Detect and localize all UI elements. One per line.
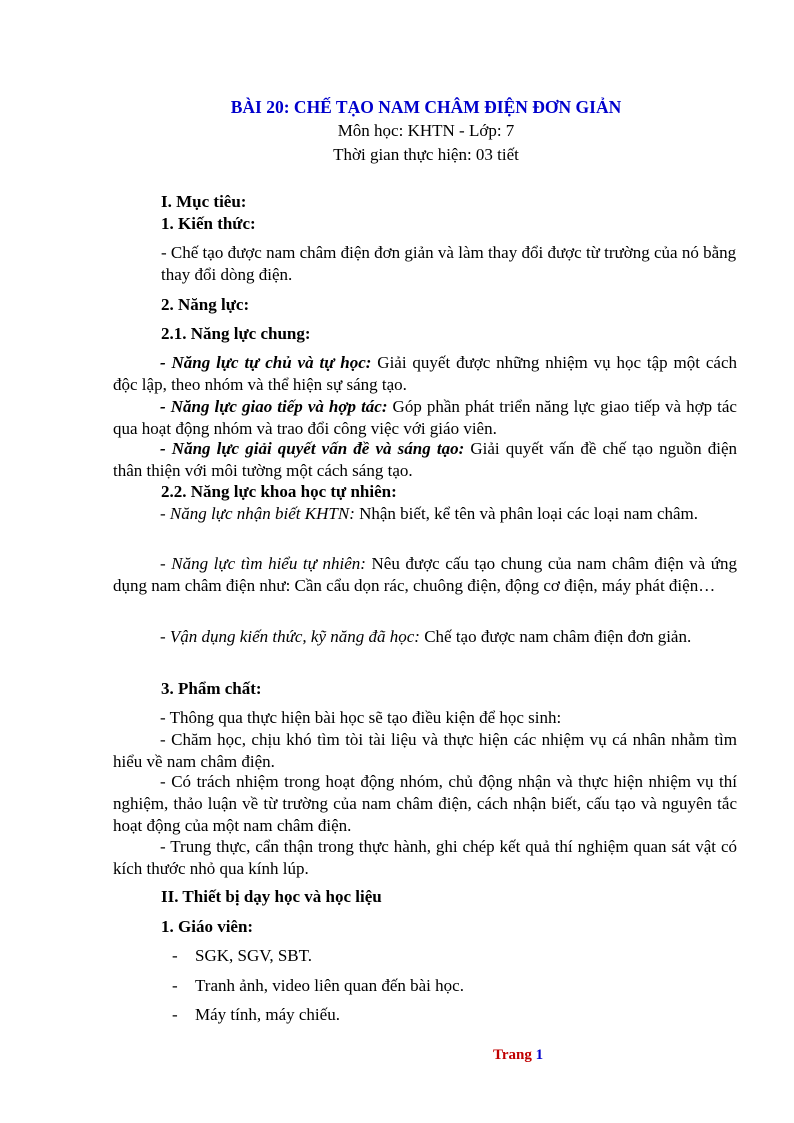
- item-text: Nêu được cấu tạo chung của nam châm điện và ứng dụng nam châm điện như: Cần cẩu dọn rác, chuông điện, động cơ điện, máy phát điện…: [113, 554, 737, 595]
- item-text: Chế tạo được nam châm điện đơn giản.: [419, 627, 692, 646]
- teacher-list-item: [172, 1004, 340, 1026]
- quality-item: - Chăm học, chịu khó tìm tòi tài liệu và thực hiện các nhiệm vụ cá nhân nhằm tìm hiểu về nam châm điện.: [113, 730, 737, 771]
- item-label: - Năng lực giao tiếp và hợp tác:: [160, 397, 388, 416]
- page-number: 1: [535, 1047, 544, 1063]
- item-label: - Năng lực giải quyết vấn đề và sáng tạo:: [160, 439, 465, 458]
- quality-item: - Thông qua thực hiện bài học sẽ tạo điều kiện để học sinh:: [160, 708, 562, 727]
- general-competence-item: [113, 396, 737, 440]
- science-competence-item: [113, 626, 737, 648]
- science-competence-item: [113, 503, 737, 525]
- quality-item: - Trung thực, cẩn thận trong thực hành, ghi chép kết quả thí nghiệm quan sát vật có kích thước nhỏ qua kính lúp.: [113, 837, 737, 878]
- list-bullet: -: [172, 1005, 178, 1024]
- item-label: - Năng lực nhận biết KHTN:: [160, 504, 355, 523]
- list-bullet: -: [172, 976, 178, 995]
- subject-line: Môn học: KHTN - Lớp: 7: [337, 121, 515, 140]
- item-text: Nhận biết, kể tên và phân loại các loại nam châm.: [354, 504, 699, 523]
- teacher-heading: 1. Giáo viên:: [161, 917, 254, 936]
- science-competence-heading: 2.2. Năng lực khoa học tự nhiên:: [161, 482, 397, 501]
- quality-heading: 3. Phẩm chất:: [161, 679, 262, 698]
- list-bullet: -: [172, 946, 178, 965]
- item-text: Giải quyết được những nhiệm vụ học tập một cách độc lập, theo nhóm và thể hiện sự sáng tạo.: [113, 353, 738, 394]
- list-item-text: Tranh ảnh, video liên quan đến bài học.: [195, 976, 464, 995]
- item-label: - Năng lực tự chủ và tự học:: [160, 353, 372, 372]
- science-competence-item: [113, 553, 737, 597]
- section-objectives-heading: I. Mục tiêu:: [161, 192, 247, 211]
- knowledge-heading: 1. Kiến thức:: [161, 214, 256, 233]
- general-competence-item: [113, 352, 737, 396]
- item-label: - Vận dụng kiến thức, kỹ năng đã học:: [160, 627, 420, 646]
- page-footer: [493, 1047, 543, 1064]
- teacher-list-item: [172, 975, 464, 997]
- document-header: [0, 95, 794, 167]
- item-label: - Năng lực tìm hiểu tự nhiên:: [160, 554, 366, 573]
- general-competence-item: [113, 438, 737, 482]
- teacher-list-item: [172, 945, 312, 967]
- quality-item: - Có trách nhiệm trong hoạt động nhóm, chủ động nhận và thực hiện nhiệm vụ thí nghiệm, thảo luận về từ trường của nam châm điện, cách nhận biết, cấu tạo và nguyên tắc hoạt động của một nam châm điện.: [113, 772, 737, 835]
- item-text: Góp phần phát triển năng lực giao tiếp và hợp tác qua hoạt động nhóm và trao đổi công việc với giáo viên.: [113, 397, 737, 438]
- lesson-title: BÀI 20: CHẾ TẠO NAM CHÂM ĐIỆN ĐƠN GIẢN: [230, 97, 622, 117]
- page-label: Trang: [493, 1047, 532, 1063]
- general-competence-heading: 2.1. Năng lực chung:: [161, 324, 311, 343]
- list-item-text: Máy tính, máy chiếu.: [195, 1005, 340, 1024]
- item-text: Giải quyết vấn đề chế tạo nguồn điện thân thiện với môi tường một cách sáng tạo.: [113, 439, 737, 480]
- section-equipment-heading: II. Thiết bị dạy học và học liệu: [161, 887, 382, 906]
- knowledge-paragraph: - Chế tạo được nam châm điện đơn giản và làm thay đổi được từ trường của nó bằng thay đổi dòng điện.: [161, 243, 737, 284]
- competence-heading: 2. Năng lực:: [161, 295, 250, 314]
- duration-line: Thời gian thực hiện: 03 tiết: [333, 145, 519, 164]
- list-item-text: SGK, SGV, SBT.: [195, 946, 312, 965]
